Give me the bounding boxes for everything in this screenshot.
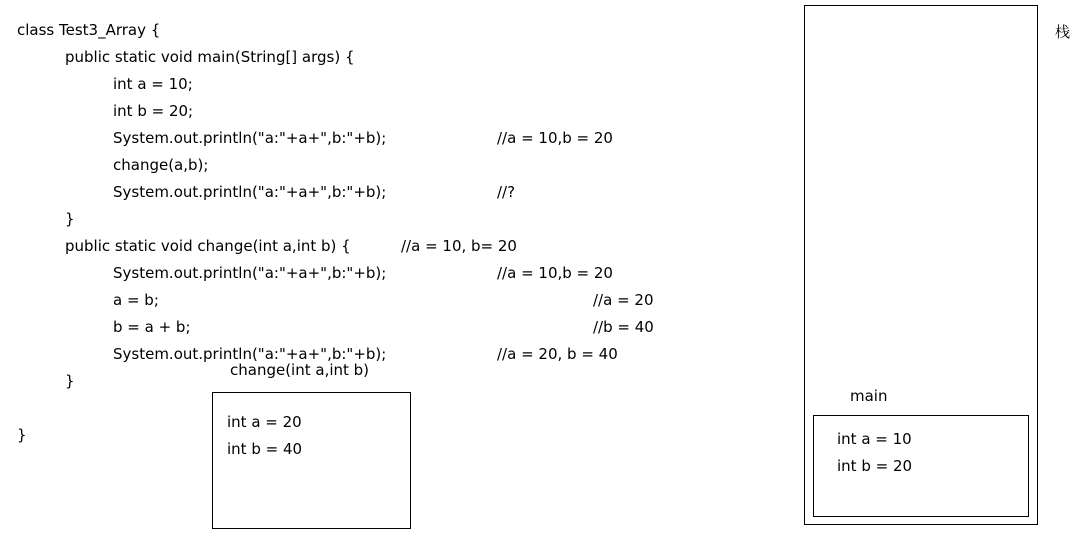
comment-println-1: //a = 10,b = 20 <box>497 129 613 147</box>
main-frame-title: main <box>850 387 888 405</box>
comment-assign-a: //a = 20 <box>593 291 654 309</box>
stack-label: 栈 <box>1055 23 1071 41</box>
code-line-println-4: System.out.println("a:"+a+",b:"+b); <box>113 345 387 363</box>
main-frame-var-b: int b = 20 <box>837 457 913 475</box>
change-frame-box <box>212 392 411 529</box>
code-line-int-a: int a = 10; <box>113 75 193 93</box>
change-frame-var-b: int b = 40 <box>227 440 303 458</box>
change-frame-title: change(int a,int b) <box>230 361 370 379</box>
code-line-change-call: change(a,b); <box>113 156 209 174</box>
code-line-change-close: } <box>65 372 75 390</box>
code-line-println-3: System.out.println("a:"+a+",b:"+b); <box>113 264 387 282</box>
code-line-change-decl: public static void change(int a,int b) { <box>65 237 351 255</box>
code-line-assign-a: a = b; <box>113 291 159 309</box>
code-line-main-close: } <box>65 210 75 228</box>
main-frame-box <box>813 415 1029 517</box>
comment-println-4: //a = 20, b = 40 <box>497 345 618 363</box>
comment-println-3: //a = 10,b = 20 <box>497 264 613 282</box>
stack-box <box>804 5 1038 525</box>
comment-println-2: //? <box>497 183 516 201</box>
code-line-int-b: int b = 20; <box>113 102 194 120</box>
main-frame-var-a: int a = 10 <box>837 430 912 448</box>
comment-assign-b: //b = 40 <box>593 318 654 336</box>
code-line-println-1: System.out.println("a:"+a+",b:"+b); <box>113 129 387 147</box>
code-line-println-2: System.out.println("a:"+a+",b:"+b); <box>113 183 387 201</box>
code-line-assign-b: b = a + b; <box>113 318 191 336</box>
comment-change-params: //a = 10, b= 20 <box>401 237 517 255</box>
change-frame-var-a: int a = 20 <box>227 413 302 431</box>
code-line-class-close: } <box>17 426 27 444</box>
code-line-main-decl: public static void main(String[] args) { <box>65 48 355 66</box>
code-line-class-decl: class Test3_Array { <box>17 21 161 39</box>
